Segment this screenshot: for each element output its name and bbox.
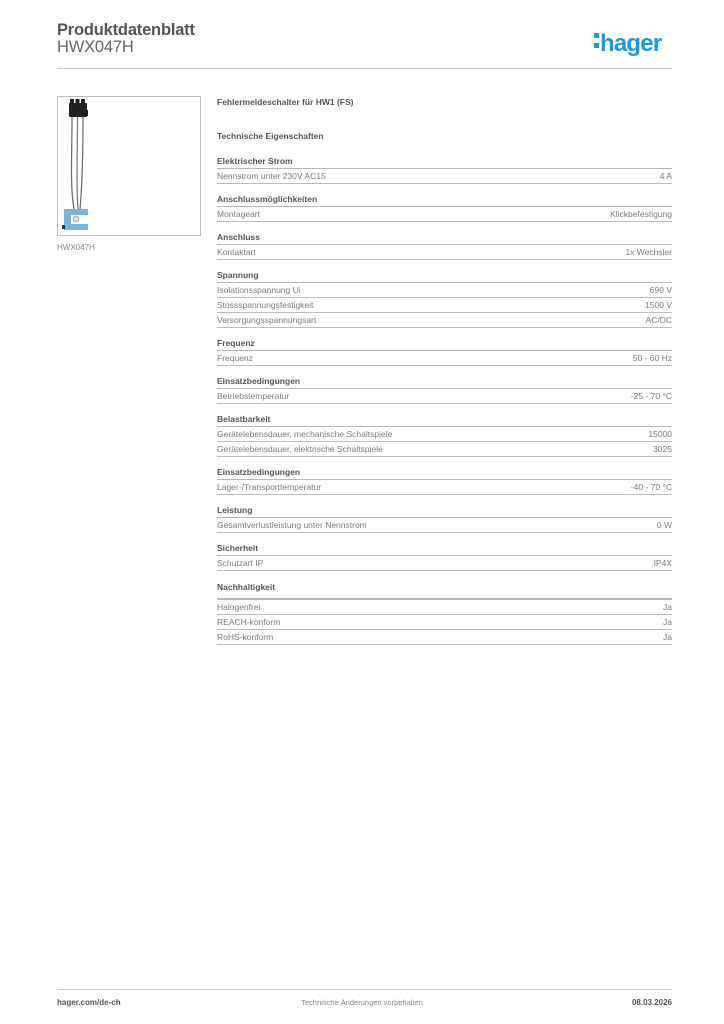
spec-label: Gerätelebensdauer, mechanische Schaltspiele xyxy=(217,429,393,439)
spec-group-anschluss xyxy=(217,231,672,260)
spec-row xyxy=(217,518,672,533)
spec-row xyxy=(217,207,672,222)
footer-website-link[interactable]: hager.com/de-ch xyxy=(57,998,121,1007)
group-title: Anschlussmöglichkeiten xyxy=(217,193,672,207)
spec-group-sicherheit xyxy=(217,542,672,571)
group-title: Spannung xyxy=(217,269,672,283)
hager-logo xyxy=(594,28,661,57)
logo-colon-icon xyxy=(594,28,600,51)
spec-value: Klickbefestigung xyxy=(610,209,672,219)
spec-row xyxy=(217,389,672,404)
spec-value: 1500 V xyxy=(645,300,672,310)
spec-label: Montageart xyxy=(217,209,260,219)
spec-row xyxy=(217,600,672,615)
spec-value: 3025 xyxy=(653,444,672,454)
spec-group-elektrischer-strom xyxy=(217,155,672,184)
spec-group-spannung xyxy=(217,269,672,328)
spec-value: -40 - 70 °C xyxy=(630,482,672,492)
spec-label: Gesamtverlustleistung unter Nennstrom xyxy=(217,520,367,530)
spec-row xyxy=(217,245,672,260)
group-title: Leistung xyxy=(217,504,672,518)
spec-label: Versorgungsspannungsart xyxy=(217,315,317,325)
spec-group-nachhaltigkeit xyxy=(217,580,672,645)
spec-row xyxy=(217,556,672,571)
group-title: Sicherheit xyxy=(217,542,672,556)
spec-group-anschlussmoeglichkeiten xyxy=(217,193,672,222)
spec-label: Betriebstemperatur xyxy=(217,391,290,401)
spec-row xyxy=(217,480,672,495)
spec-value: AC/DC xyxy=(645,315,672,325)
product-image-caption: HWX047H xyxy=(57,243,95,252)
spec-value: 15000 xyxy=(648,429,672,439)
spec-value: Ja xyxy=(663,602,672,612)
group-title: Elektrischer Strom xyxy=(217,155,672,169)
spec-label: REACH-konform xyxy=(217,617,281,627)
section-title: Technische Eigenschaften xyxy=(217,131,324,141)
spec-label: Schutzart IP xyxy=(217,558,264,568)
group-title: Einsatzbedingungen xyxy=(217,375,672,389)
spec-group-einsatzbedingungen xyxy=(217,375,672,404)
product-image xyxy=(57,96,201,236)
spec-label: Frequenz xyxy=(217,353,253,363)
spec-row xyxy=(217,442,672,457)
spec-value: IP4X xyxy=(653,558,672,568)
spec-value: 1x Wechsler xyxy=(625,247,672,257)
spec-row xyxy=(217,615,672,630)
group-title: Anschluss xyxy=(217,231,672,245)
page-title: Produktdatenblatt xyxy=(57,21,195,39)
spec-label: Lager-/Transporttemperatur xyxy=(217,482,322,492)
spec-row xyxy=(217,283,672,298)
spec-value: 4 A xyxy=(659,171,672,181)
spec-group-belastbarkeit xyxy=(217,413,672,457)
product-photo-icon xyxy=(58,97,200,235)
spec-row xyxy=(217,351,672,366)
spec-value: -25 - 70 °C xyxy=(630,391,672,401)
group-title: Einsatzbedingungen xyxy=(217,466,672,480)
spec-group-einsatzbedingungen-lager xyxy=(217,466,672,495)
footer-divider xyxy=(57,989,672,990)
spec-row xyxy=(217,630,672,645)
spec-label: Isolationsspannung Ui xyxy=(217,285,301,295)
spec-value: Ja xyxy=(663,632,672,642)
spec-label: Gerätelebensdauer, elektrische Schaltspiele xyxy=(217,444,383,454)
spec-row xyxy=(217,313,672,328)
footer-notice: Technische Änderungen vorbehalten xyxy=(301,998,423,1007)
group-title: Nachhaltigkeit xyxy=(217,580,672,600)
spec-label: Halogenfrei xyxy=(217,602,261,612)
product-name: Fehlermeldeschalter für HW1 (FS) xyxy=(217,97,354,107)
spec-group-leistung xyxy=(217,504,672,533)
spec-group-frequenz xyxy=(217,337,672,366)
spec-value: Ja xyxy=(663,617,672,627)
header-divider xyxy=(57,68,672,69)
spec-value: 690 V xyxy=(649,285,672,295)
spec-row xyxy=(217,427,672,442)
spec-label: RoHS-konform xyxy=(217,632,274,642)
product-code: HWX047H xyxy=(57,38,134,56)
spec-value: 50 - 60 Hz xyxy=(632,353,672,363)
spec-label: Kontaktart xyxy=(217,247,256,257)
spec-label: Nennstrom unter 230V AC15 xyxy=(217,171,326,181)
group-title: Frequenz xyxy=(217,337,672,351)
footer-date: 08.03.2026 xyxy=(631,998,672,1007)
spec-label: Stossspannungsfestigkeit xyxy=(217,300,314,310)
spec-row xyxy=(217,169,672,184)
spec-value: 0 W xyxy=(656,520,672,530)
group-title: Belastbarkeit xyxy=(217,413,672,427)
logo-text: hager xyxy=(600,30,662,57)
specs-content xyxy=(217,95,672,654)
spec-row xyxy=(217,298,672,313)
